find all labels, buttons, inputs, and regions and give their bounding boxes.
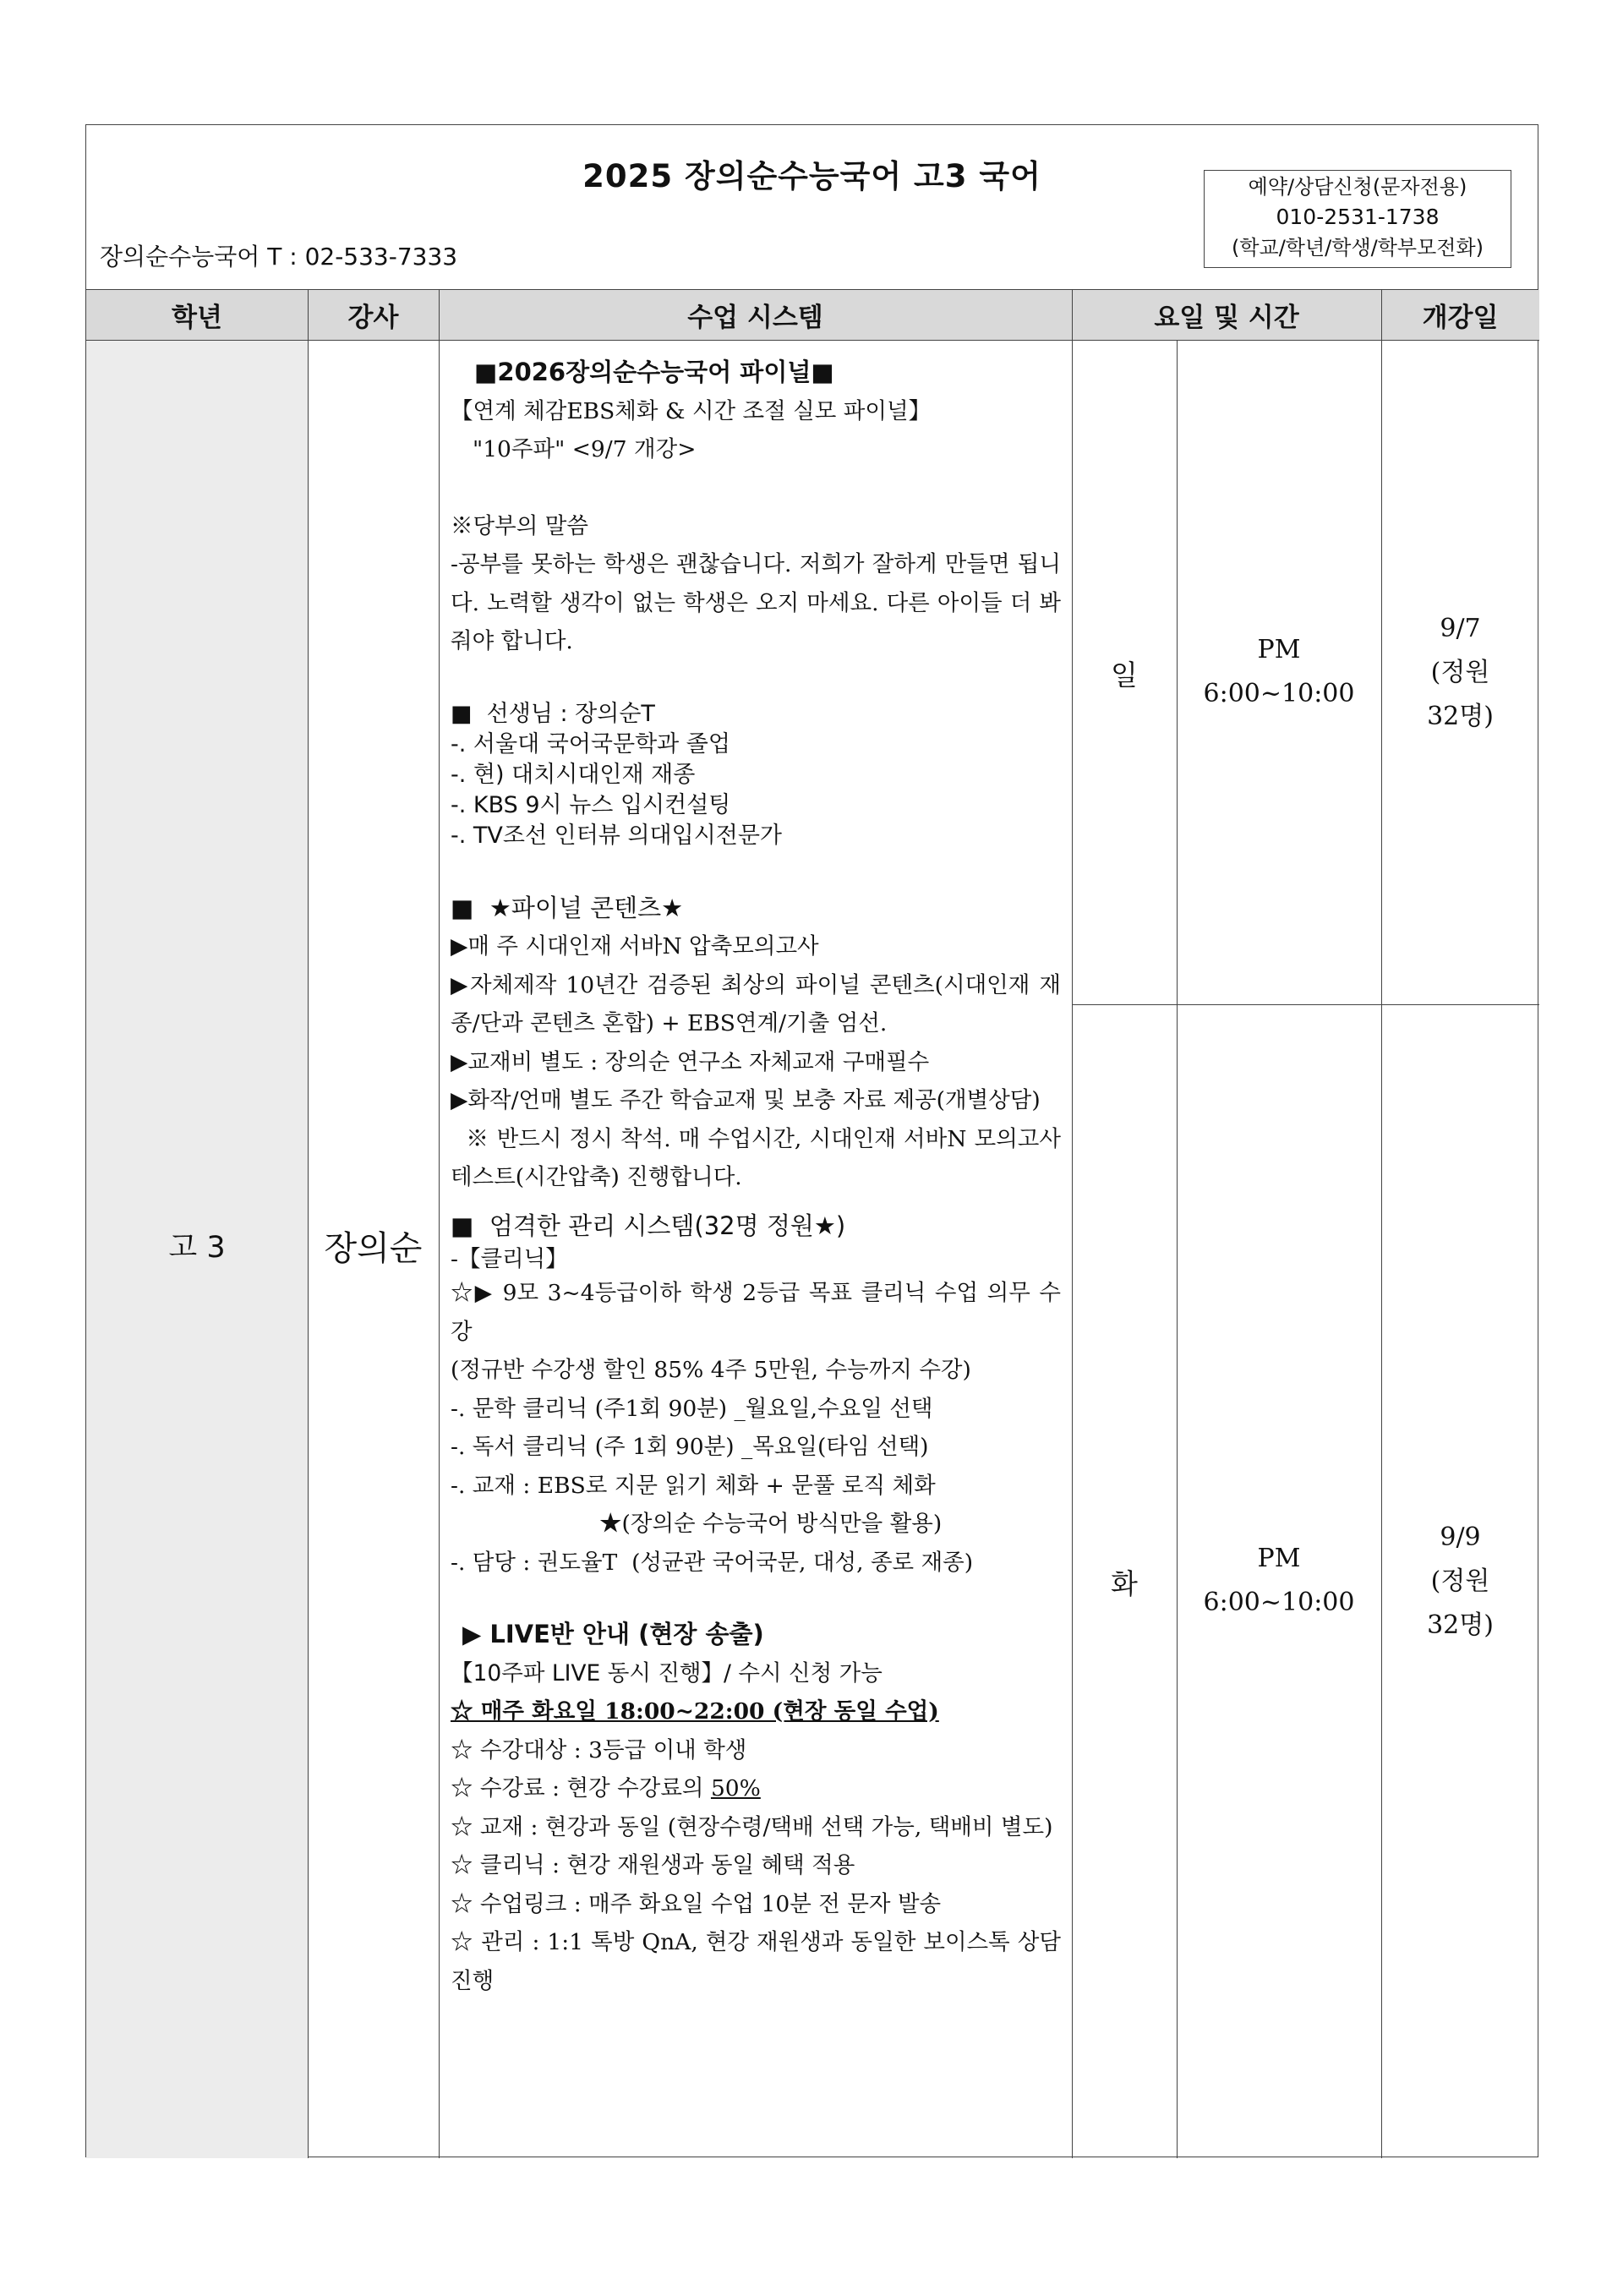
class-system-content [451, 353, 1068, 2000]
session-day: 일 [1111, 659, 1138, 692]
content-item: ▶매 주 시대인재 서바N 압축모의고사 [451, 933, 819, 959]
column-header-grade: 학년 [86, 290, 308, 341]
page-title: 2025 장의순수능국어 고3 국어 [582, 158, 1041, 194]
live-item: ☆ 수업링크 : 매주 화요일 수업 10분 전 문자 발송 [451, 1890, 942, 1917]
teacher-item: -. 현) 대치시대인재 재종 [451, 761, 696, 788]
session-time-period: PM [1257, 1544, 1301, 1573]
session-time-range: 6:00~10:00 [1203, 679, 1355, 708]
sheet-header [86, 125, 1538, 290]
reservation-number: 010-2531-1738 [1276, 205, 1440, 229]
grid-line [1381, 290, 1382, 2158]
session-time-period: PM [1257, 635, 1301, 664]
open-date-capacity: 32명) [1427, 702, 1494, 731]
open-date-value: 9/7 [1440, 614, 1481, 643]
content-item: ▶교재비 별도 : 장의순 연구소 자체교재 구매필수 [451, 1048, 930, 1075]
live-section-title: ▶ LIVE반 안내 (현장 송출) [462, 1620, 764, 1648]
open-date-value: 9/9 [1440, 1522, 1481, 1552]
grid-line [1072, 1004, 1539, 1005]
clinic-item: ☆▶ 9모 3~4등급이하 학생 2등급 목표 클리닉 수업 의무 수강 [451, 1280, 1061, 1345]
column-header-schedule: 요일 및 시간 [1072, 290, 1381, 341]
reservation-note: (학교/학년/학생/학부모전화) [1231, 236, 1484, 260]
teacher-section-title: ■ 선생님 : 장의순T [451, 700, 655, 727]
session-time [1177, 628, 1381, 716]
notice-title: ※당부의 말씀 [451, 512, 588, 539]
reservation-box [1204, 170, 1511, 268]
live-item [451, 1769, 1061, 1808]
system-title: ■2026장의순수능국어 파이널■ [474, 358, 834, 386]
teacher-name: 장의순 [324, 1229, 423, 1268]
notice-body: -공부를 못하는 학생은 괜찮습니다. 저희가 잘하게 만들면 됩니다. 노력할 생각이 없는 학생은 오지 마세요. 다른 아이들 더 봐줘야 합니다. [451, 551, 1061, 654]
academy-phone: 장의순수능국어 T : 02-533-7333 [100, 243, 458, 271]
column-header-system: 수업 시스템 [439, 290, 1072, 341]
clinic-item: -. 문학 클리닉 (주1회 90분) _월요일,수요일 선택 [451, 1395, 933, 1422]
column-header-teacher: 강사 [308, 290, 439, 341]
open-date [1381, 1516, 1539, 1648]
live-subtitle: 【10주파 LIVE 동시 진행】/ 수시 신청 가능 [451, 1659, 883, 1686]
clinic-item: ★(장의순 수능국어 방식만을 활용) [599, 1511, 943, 1537]
session-time-range: 6:00~10:00 [1203, 1588, 1355, 1617]
column-header-open-date: 개강일 [1381, 290, 1539, 341]
grid-line [1072, 290, 1073, 2158]
clinic-item: -. 담당 : 권도율T (성균관 국어국문, 대성, 종로 재종) [451, 1549, 974, 1576]
grid-line [1177, 341, 1178, 2158]
reservation-label: 예약/상담신청(문자전용) [1248, 175, 1467, 199]
clinic-label: -【클리닉】 [451, 1246, 568, 1272]
grid-line [439, 290, 440, 2158]
live-item: ☆ 클리닉 : 현강 재원생과 동일 혜택 적용 [451, 1852, 855, 1878]
session-time [1177, 1537, 1381, 1625]
grade-value: 고 3 [168, 1231, 226, 1265]
live-fee-label: ☆ 수강료 : 현강 수강료의 [451, 1775, 711, 1801]
clinic-item: -. 독서 클리닉 (주 1회 90분) _목요일(타임 선택) [451, 1434, 929, 1460]
open-date-capacity: 32명) [1427, 1610, 1494, 1640]
open-date [1381, 607, 1539, 739]
clinic-item: -. 교재 : EBS로 지문 읽기 체화 + 문풀 로직 체화 [451, 1472, 936, 1499]
system-subtitle: 【연계 체감EBS체화 & 시간 조절 실모 파이널】 [451, 397, 932, 424]
live-item: ☆ 관리 : 1:1 톡방 QnA, 현강 재원생과 동일한 보이스톡 상담 진행 [451, 1929, 1068, 1994]
teacher-item: -. 서울대 국어국문학과 졸업 [451, 730, 730, 757]
system-course-name: "10주파" <9/7 개강> [473, 436, 697, 462]
live-item: ☆ 교재 : 현강과 동일 (현장수령/택배 선택 가능, 택배비 별도) [451, 1813, 1053, 1840]
content-item: ※ 반드시 정시 착석. 매 수업시간, 시대인재 서바N 모의고사 테스트(시간압축) 진행합니다. [451, 1125, 1068, 1190]
teacher-item: -. KBS 9시 뉴스 입시컨설팅 [451, 791, 731, 818]
content-item: ▶화작/언매 별도 주간 학습교재 및 보충 자료 제공(개별상담) [451, 1087, 1041, 1113]
clinic-item: (정규반 수강생 할인 85% 4주 5만원, 수능까지 수강) [451, 1357, 971, 1383]
content-item: ▶자체제작 10년간 검증된 최상의 파이널 콘텐츠(시대인재 재종/단과 콘텐츠 혼합) + EBS연계/기출 엄선. [451, 971, 1061, 1036]
live-fee-percent: 50% [710, 1775, 761, 1801]
session-day: 화 [1111, 1567, 1138, 1600]
content-section-title: ■ ★파이널 콘텐츠★ [451, 893, 684, 922]
live-item: ☆ 수강대상 : 3등급 이내 학생 [451, 1736, 747, 1763]
open-date-capacity: (정원 [1430, 658, 1490, 687]
manage-section-title: ■ 엄격한 관리 시스템(32명 정원★) [451, 1211, 846, 1240]
teacher-item: -. TV조선 인터뷰 의대입시전문가 [451, 822, 783, 849]
open-date-capacity: (정원 [1430, 1566, 1490, 1596]
schedule-sheet [85, 124, 1538, 2157]
live-schedule: ☆ 매주 화요일 18:00~22:00 (현장 동일 수업) [451, 1698, 939, 1725]
